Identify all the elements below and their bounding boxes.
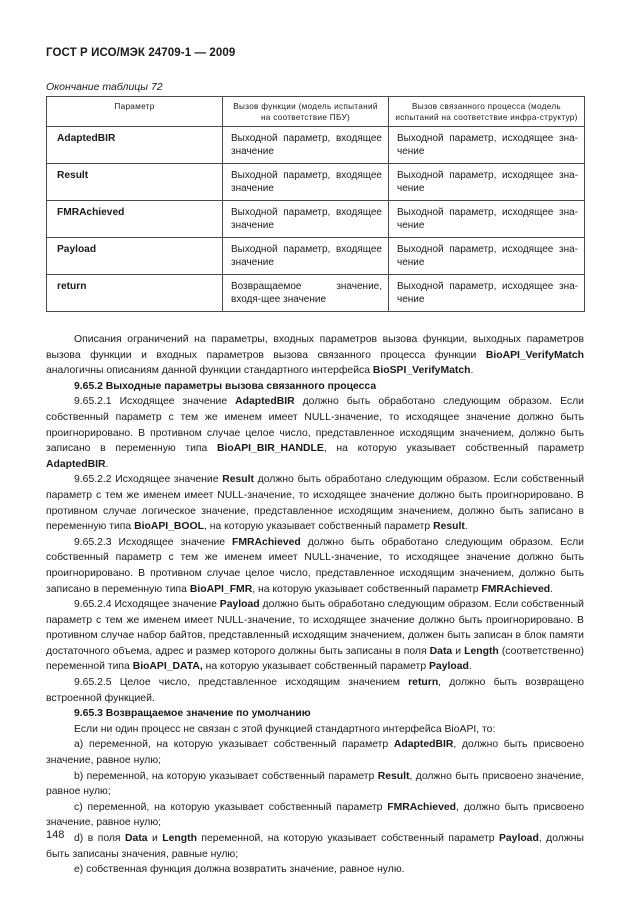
param-name: return bbox=[47, 275, 223, 312]
table-row bbox=[47, 127, 585, 164]
table-row bbox=[47, 238, 585, 275]
section-heading-9-65-2: 9.65.2 Выходные параметры вызова связанного процесса bbox=[74, 380, 377, 392]
section-heading-9-65-3: 9.65.3 Возвращаемое значение по умолчанию bbox=[74, 708, 311, 720]
document-header: ГОСТ Р ИСО/МЭК 24709-1 — 2009 bbox=[46, 47, 236, 59]
page-number: 148 bbox=[46, 829, 65, 841]
column-header-related-process: Вызов связанного процесса (модель испытаний на соответствие инфра-структур) bbox=[389, 97, 585, 127]
body-text bbox=[46, 332, 584, 878]
function-call-value: Выходной параметр, входящее значение bbox=[223, 164, 389, 201]
function-call-value: Возвращаемое значение, входя-щее значение bbox=[223, 275, 389, 312]
function-call-value: Выходной параметр, входящее значение bbox=[223, 238, 389, 275]
paragraph-9-65-2-5: 9.65.2.5 Целое число, представленное исходящим значением return, должно быть возвращено встроенной функцией. bbox=[46, 677, 585, 704]
related-process-value: Выходной параметр, исходящее зна-чение bbox=[389, 238, 585, 275]
list-item-b: b) переменной, на которую указывает собственный параметр Result, должно быть присвоено значение, равное нулю; bbox=[46, 770, 584, 798]
paragraph-9-65-2-2: 9.65.2.2 Исходящее значение Result должно быть обработано следующим образом. Если собственный параметр с тем же именем имеет NULL-значение, то исходящее значение должно быть проигнорировано. В противном случае логическое значение, представленное исходящим значением, должно быть записано в переменную типа BioAPI_BOOL, на которую указывает собственный параметр Result. bbox=[46, 474, 584, 533]
table-row bbox=[47, 201, 585, 238]
column-header-parameter: Параметр bbox=[47, 97, 223, 127]
list-item-a: а) переменной, на которую указывает собственный параметр AdaptedBIR, должно быть присвоено значение, равное нулю; bbox=[46, 739, 584, 767]
table-caption: Окончание таблицы 72 bbox=[46, 81, 163, 93]
param-name: Result bbox=[47, 164, 223, 201]
parameters-table bbox=[46, 96, 585, 312]
list-item-e: е) собственная функция должна возвратить значение, равное нулю. bbox=[74, 864, 405, 876]
function-call-value: Выходной параметр, входящее значение bbox=[223, 201, 389, 238]
param-name: FMRAchieved bbox=[47, 201, 223, 238]
paragraph-9-65-2-3: 9.65.2.3 Исходящее значение FMRAchieved должно быть обработано следующим образом. Если собственный параметр с тем же именем имеет NULL-значение, то исходящее значение должно быть проигнорировано. В противном случае целое число, представленное исходящим значением, должно быть записано в переменную типа BioAPI_FMR, на которую указывает собственный параметр FMRAchieved. bbox=[46, 536, 584, 595]
paragraph-default-intro: Если ни один процесс не связан с этой функцией стандартного интерфейса BioAPI, то: bbox=[74, 723, 496, 735]
list-item-c: с) переменной, на которую указывает собственный параметр FMRAchieved, должно быть присвоено значение, равное нулю; bbox=[46, 801, 584, 829]
related-process-value: Выходной параметр, исходящее зна-чение bbox=[389, 201, 585, 238]
paragraph-9-65-2-4: 9.65.2.4 Исходящее значение Payload должно быть обработано следующим образом. Если собственный параметр с тем же именем имеет NULL-значение, то исходящее значение должно быть проигнорировано. В противном случае набор байтов, представленный исходящим значением, должен быть записан в блок памяти достаточного объема, адрес и размер которого должны быть записаны в поля Data и Length (соответственно) переменной типа BioAPI_DATA, на которую указывает собственный параметр Payload. bbox=[46, 599, 585, 673]
paragraph-9-65-2-1: 9.65.2.1 Исходящее значение AdaptedBIR должно быть обработано следующим образом. Если собственный параметр с тем же именем имеет NULL-значение, то исходящее значение должно быть проигнорировано. В противном случае целое число, представленное исходящим значением, должно быть записано в переменную типа BioAPI_BIR_HANDLE, на которую указывает собственный параметр AdaptedBIR. bbox=[46, 396, 584, 470]
related-process-value: Выходной параметр, исходящее зна-чение bbox=[389, 275, 585, 312]
related-process-value: Выходной параметр, исходящее зна-чение bbox=[389, 164, 585, 201]
param-name: AdaptedBIR bbox=[47, 127, 223, 164]
table-header-row bbox=[47, 97, 585, 127]
column-header-function-call: Вызов функции (модель испытаний на соответствие ПБУ) bbox=[223, 97, 389, 127]
list-item-d: d) в поля Data и Length переменной, на которую указывает собственный параметр Payload, должны быть записаны значения, равные нулю; bbox=[46, 833, 584, 860]
table-row bbox=[47, 164, 585, 201]
intro-paragraph: Описания ограничений на параметры, входных параметров вызова функции, выходных параметров вызова функции и входных параметров вызова связанного процесса функции BioAPI_VerifyMatch аналогичны описаниям данной функции стандартного интерфейса BioSPI_VerifyMatch. bbox=[46, 334, 584, 377]
table-row bbox=[47, 275, 585, 312]
related-process-value: Выходной параметр, исходящее зна-чение bbox=[389, 127, 585, 164]
function-call-value: Выходной параметр, входящее значение bbox=[223, 127, 389, 164]
param-name: Payload bbox=[47, 238, 223, 275]
